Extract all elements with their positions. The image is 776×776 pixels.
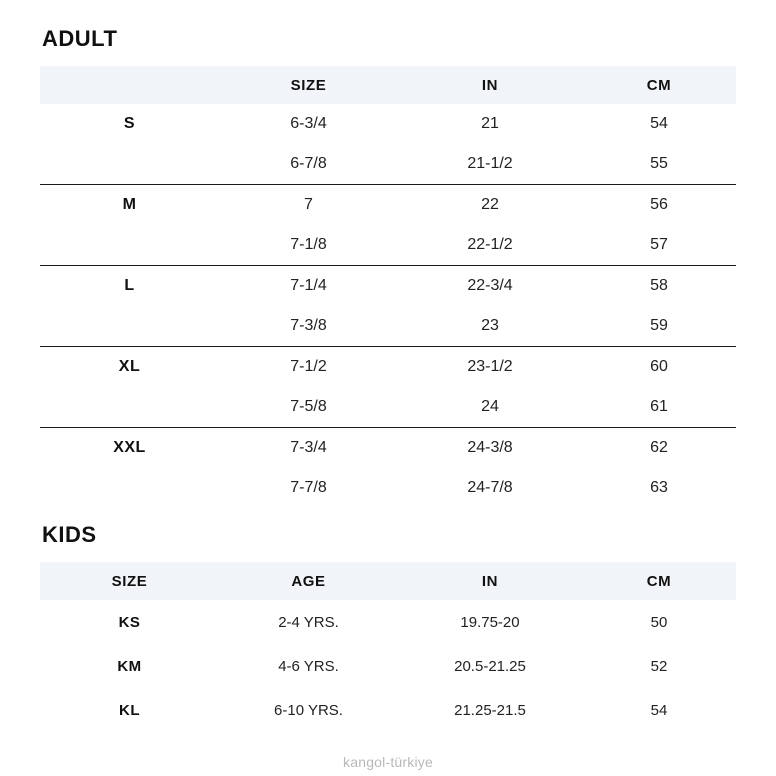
- kids-size-table: [40, 562, 736, 732]
- adult-row-size-value: 7-1/2: [290, 358, 327, 375]
- adult-row-in: 21-1/2: [398, 144, 582, 185]
- kids-col-header-in: IN: [398, 562, 582, 600]
- table-row: [40, 468, 736, 508]
- adult-row-cm: 59: [582, 306, 736, 347]
- adult-size-table: [40, 66, 736, 508]
- adult-row-size-value: 7-7/8: [290, 479, 327, 496]
- kids-col-header-size: SIZE: [40, 562, 219, 600]
- adult-col-header-blank: [40, 66, 219, 104]
- kids-col-header-age: AGE: [219, 562, 398, 600]
- kids-row-age: 4-6 YRS.: [278, 657, 339, 675]
- adult-table-body: [40, 104, 736, 508]
- table-row: [40, 185, 736, 226]
- kids-table-head: [40, 562, 736, 600]
- adult-row-cm: 55: [582, 144, 736, 185]
- kids-row-in: 19.75-20: [460, 613, 520, 631]
- kids-row-size: KM: [117, 657, 142, 675]
- adult-row-in: 24-7/8: [467, 479, 513, 496]
- kids-col-header-cm: CM: [582, 562, 736, 600]
- kids-row-size: KL: [119, 701, 140, 719]
- adult-row-size: XXL: [113, 439, 146, 456]
- table-row: [40, 600, 736, 644]
- table-row: [40, 644, 736, 688]
- adult-row-size: [40, 387, 219, 428]
- watermark-text: kangol-türkiye: [343, 754, 433, 770]
- kids-row-cm: 50: [650, 613, 668, 631]
- adult-row-size: [40, 144, 219, 185]
- adult-table-head: [40, 66, 736, 104]
- adult-row-size-value: 7-3/8: [219, 306, 398, 347]
- adult-row-size: L: [124, 277, 135, 294]
- adult-row-in: 23: [398, 306, 582, 347]
- table-row: [40, 144, 736, 185]
- adult-row-size-value: 6-3/4: [290, 115, 327, 132]
- kids-row-cm: 52: [650, 657, 668, 675]
- adult-row-cm: 60: [650, 358, 668, 375]
- adult-row-in: 24: [398, 387, 582, 428]
- table-row: [40, 104, 736, 144]
- adult-row-size: M: [122, 196, 137, 213]
- kids-row-in: 21.25-21.5: [454, 701, 526, 719]
- adult-row-size: [40, 468, 219, 508]
- kids-row-age: 2-4 YRS.: [278, 613, 339, 631]
- adult-row-size: XL: [118, 358, 141, 375]
- table-row: [40, 428, 736, 469]
- adult-row-size-value: 7-5/8: [219, 387, 398, 428]
- adult-row-cm: 62: [650, 439, 668, 456]
- adult-row-size: S: [123, 115, 136, 132]
- kids-row-in: 20.5-21.25: [454, 657, 526, 675]
- kids-table-body: [40, 600, 736, 732]
- adult-col-header-size: SIZE: [219, 66, 398, 104]
- adult-row-cm: 61: [582, 387, 736, 428]
- table-row: [40, 225, 736, 266]
- adult-header-row: [40, 66, 736, 104]
- table-row: [40, 266, 736, 307]
- adult-row-size: [40, 225, 219, 266]
- kids-row-cm: 54: [650, 701, 668, 719]
- adult-row-cm: 58: [650, 277, 668, 294]
- adult-row-size-value: 7-1/4: [290, 277, 327, 294]
- adult-section-title: ADULT: [42, 26, 118, 51]
- kids-section-title: KIDS: [42, 522, 97, 547]
- table-row: [40, 387, 736, 428]
- adult-row-in: 22: [481, 196, 499, 213]
- adult-row-size-value: 7: [304, 196, 313, 213]
- table-row: [40, 688, 736, 732]
- adult-row-cm: 63: [650, 479, 668, 496]
- table-row: [40, 306, 736, 347]
- adult-row-in: 24-3/8: [467, 439, 513, 456]
- adult-row-size-value: 6-7/8: [219, 144, 398, 185]
- kids-row-age: 6-10 YRS.: [274, 701, 343, 719]
- adult-row-cm: 54: [650, 115, 668, 132]
- adult-col-header-cm: CM: [582, 66, 736, 104]
- adult-row-cm: 56: [650, 196, 668, 213]
- adult-row-in: 23-1/2: [467, 358, 513, 375]
- kids-header-row: [40, 562, 736, 600]
- adult-col-header-in: IN: [398, 66, 582, 104]
- kids-row-size: KS: [118, 613, 141, 631]
- adult-row-size: [40, 306, 219, 347]
- adult-row-size-value: 7-3/4: [290, 439, 327, 456]
- table-row: [40, 347, 736, 388]
- adult-row-in: 22-1/2: [398, 225, 582, 266]
- adult-row-in: 21: [481, 115, 499, 132]
- adult-row-in: 22-3/4: [467, 277, 513, 294]
- adult-row-size-value: 7-1/8: [219, 225, 398, 266]
- adult-row-cm: 57: [582, 225, 736, 266]
